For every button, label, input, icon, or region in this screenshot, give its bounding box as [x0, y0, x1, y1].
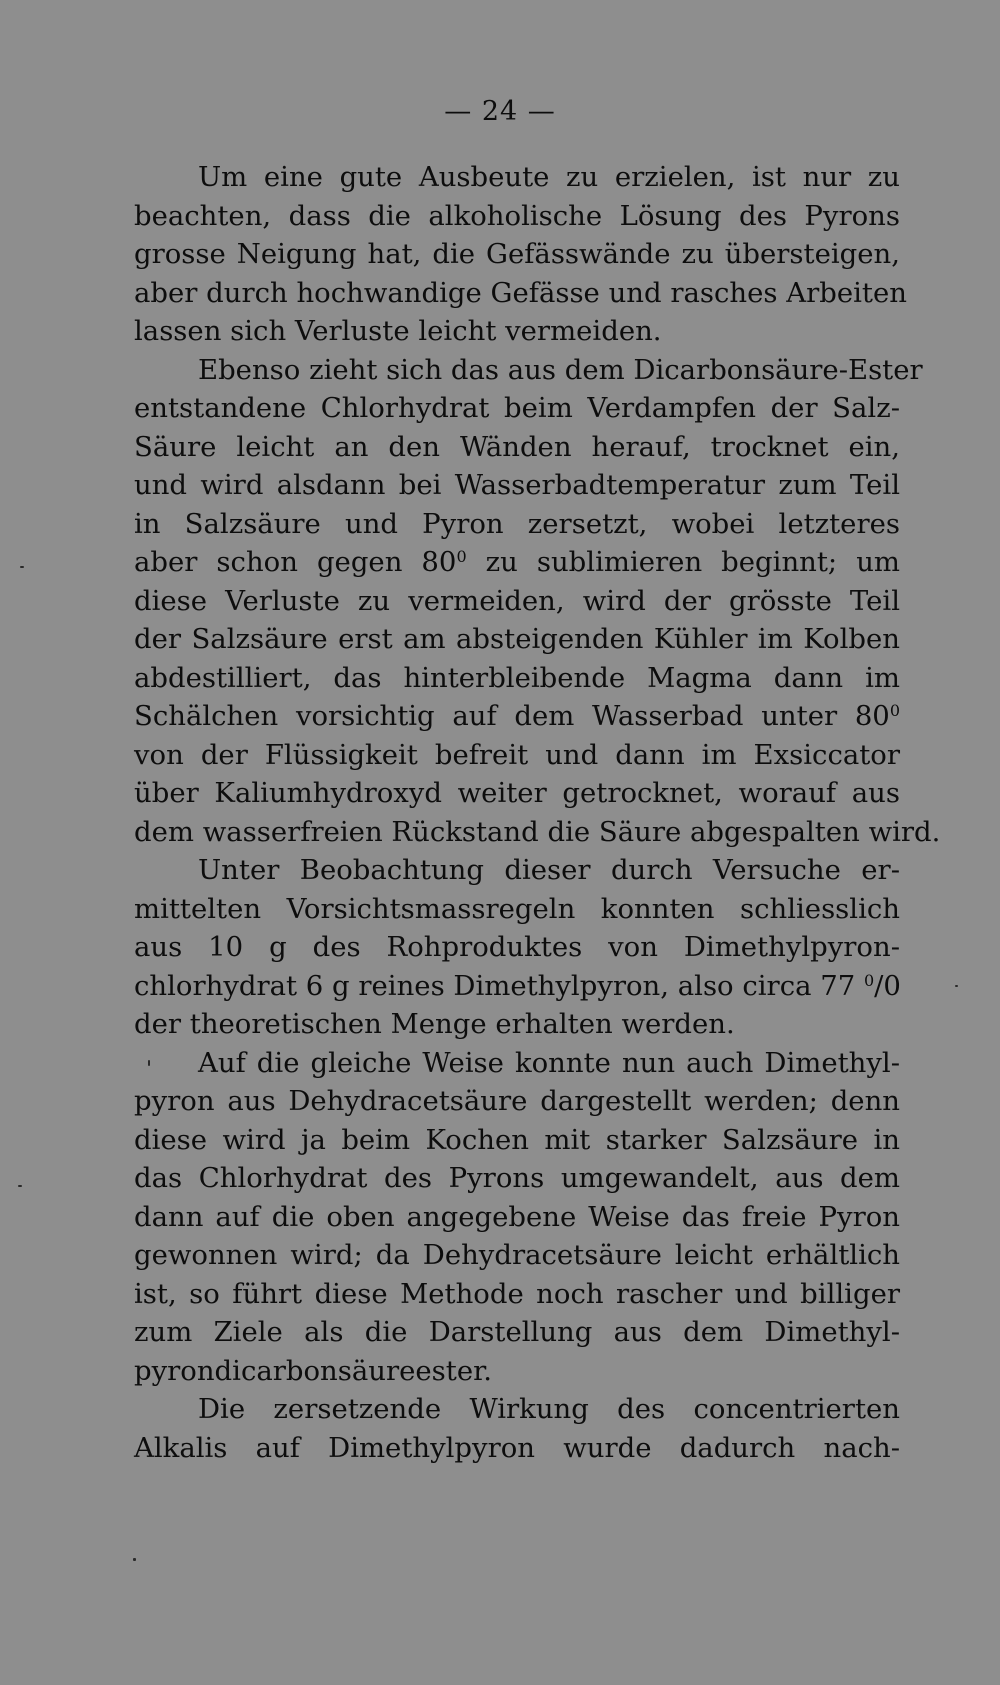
text-line: das Chlorhydrat des Pyrons umgewandelt, aus dem — [134, 1162, 900, 1194]
superscript: 0 — [889, 701, 900, 720]
scan-speck — [133, 1558, 136, 1561]
superscript: 0 — [456, 547, 467, 566]
text-line: beachten, dass die alkoholische Lösung des Pyrons — [134, 199, 900, 232]
text-line: von der Flüssigkeit befreit und dann im Exsiccator — [134, 738, 900, 771]
text-segment: /0 — [874, 969, 901, 1002]
paragraph — [134, 351, 941, 852]
text-line: über Kaliumhydroxyd weiter getrocknet, worauf aus — [134, 777, 900, 809]
text-line: in Salzsäure und Pyron zersetzt, wobei letzteres — [134, 507, 900, 540]
text-line: zum Ziele als die Darstellung aus dem Dimethyl- — [134, 1316, 900, 1348]
text-line: pyrondicarbonsäureester. — [134, 1354, 492, 1387]
text-line: Die zersetzende Wirkung des concentrierten — [198, 1393, 900, 1425]
text-line — [134, 697, 900, 736]
text-line: und wird alsdann bei Wasserbadtemperatur zum Teil — [134, 469, 900, 501]
scan-speck — [18, 1185, 22, 1187]
text-line: ist, so führt diese Methode noch rascher und billiger — [134, 1277, 900, 1310]
text-line: der Salzsäure erst am absteigenden Kühler im Kolben — [134, 623, 900, 655]
text-line: entstandene Chlorhydrat beim Verdampfen der Salz- — [134, 392, 900, 424]
text-line: gewonnen wird; da Dehydracetsäure leicht erhältlich — [134, 1239, 900, 1271]
text-line: mittelten Vorsichtsmassregeln konnten schliesslich — [134, 892, 900, 925]
paragraph — [134, 851, 900, 1044]
text-line: Auf die gleiche Weise konnte nun auch Dimethyl- — [198, 1046, 900, 1079]
text-line: diese Verluste zu vermeiden, wird der grösste Teil — [134, 584, 900, 617]
paragraph — [134, 158, 907, 351]
text-line: dem wasserfreien Rückstand die Säure abgespalten wird. — [134, 815, 941, 848]
text-line — [134, 967, 900, 1006]
text-line: Säure leicht an den Wänden herauf, trocknet ein, — [134, 430, 900, 463]
paragraph — [134, 1044, 900, 1391]
text-line: Unter Beobachtung dieser durch Versuche er- — [198, 854, 900, 886]
text-line: pyron aus Dehydracetsäure dargestellt werden; denn — [134, 1085, 900, 1117]
superscript: 0 — [863, 970, 875, 990]
paragraph — [134, 1390, 900, 1467]
text-line — [134, 543, 900, 582]
text-line: aber durch hochwandige Gefässe und rasches Arbeiten — [134, 276, 907, 309]
page-number: — 24 — — [444, 96, 556, 127]
text-line: aus 10 g des Rohproduktes von Dimethylpyron- — [134, 931, 900, 963]
text-segment: Schälchen vorsichtig auf dem Wasserbad unter 80 — [134, 700, 890, 732]
text-line: grosse Neigung hat, die Gefässwände zu übersteigen, — [134, 238, 900, 270]
body-text — [134, 158, 941, 1467]
text-line: dann auf die oben angegebene Weise das freie Pyron — [134, 1200, 900, 1233]
text-line: Alkalis auf Dimethylpyron wurde dadurch nach- — [134, 1431, 900, 1464]
text-segment: chlorhydrat 6 g reines Dimethylpyron, also circa 77 — [134, 969, 864, 1002]
text-line: Ebenso zieht sich das aus dem Dicarbonsäure-Ester — [198, 353, 923, 386]
text-segment: zu sublimieren beginnt; um — [466, 546, 900, 578]
text-line: lassen sich Verluste leicht vermeiden. — [134, 315, 662, 347]
scan-speck — [148, 1060, 150, 1066]
scan-speck — [955, 985, 958, 987]
text-segment: aber schon gegen 80 — [134, 546, 457, 578]
text-line: der theoretischen Menge erhalten werden. — [134, 1008, 735, 1040]
text-line: diese wird ja beim Kochen mit starker Salzsäure in — [134, 1123, 900, 1156]
scan-speck — [20, 566, 24, 568]
text-line: Um eine gute Ausbeute zu erzielen, ist nur zu — [198, 161, 900, 193]
text-line: abdestilliert, das hinterbleibende Magma dann im — [134, 661, 900, 694]
